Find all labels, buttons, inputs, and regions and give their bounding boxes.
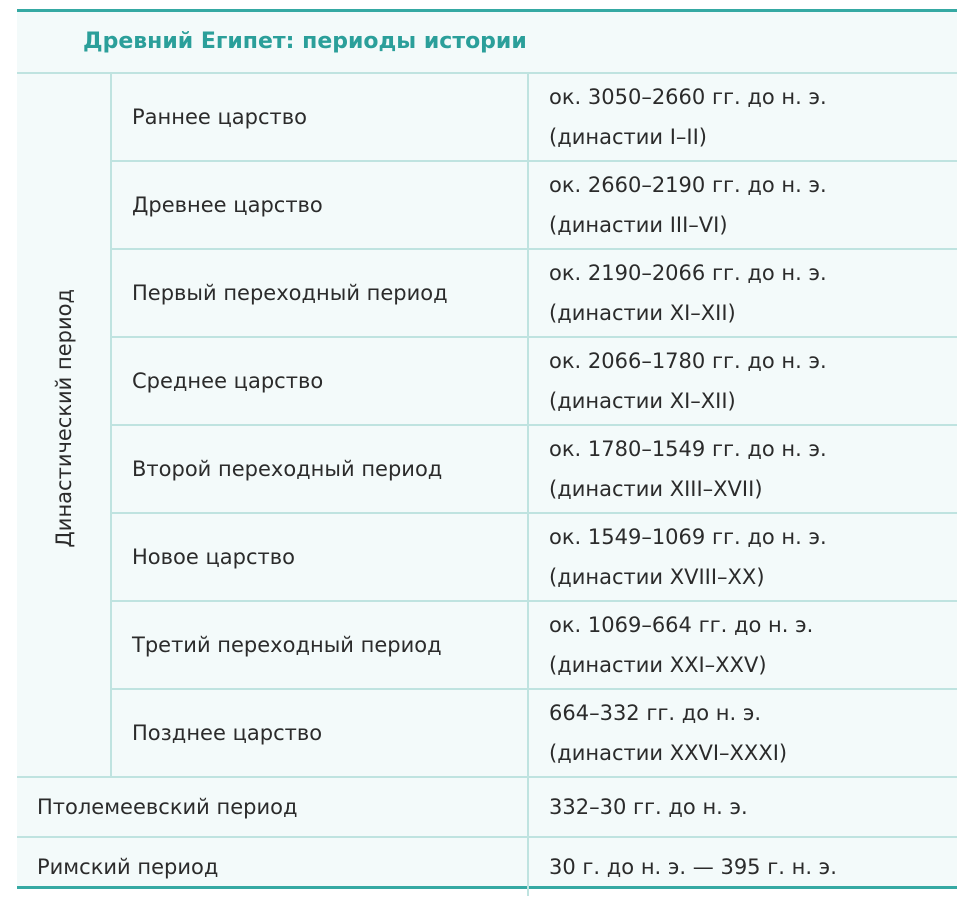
period-date-range: ок. 2190–2066 гг. до н. э. <box>549 261 827 285</box>
period-dynasties: (династии III–VI) <box>549 213 728 237</box>
table-title-row <box>17 12 957 73</box>
period-dynasties: (династии XXVI–XXXI) <box>549 741 788 765</box>
period-dates <box>528 513 957 601</box>
period-dynasties: (династии XI–XII) <box>549 301 736 325</box>
table-row <box>17 837 957 896</box>
egypt-periods-table <box>17 12 957 896</box>
period-name: Позднее царство <box>111 689 528 777</box>
table-row <box>17 513 957 601</box>
period-name: Среднее царство <box>111 337 528 425</box>
period-date-range: 30 г. до н. э. — 395 г. н. э. <box>528 837 957 896</box>
period-dynasties: (династии I–II) <box>549 125 707 149</box>
table-row <box>17 601 957 689</box>
period-date-range: ок. 2660–2190 гг. до н. э. <box>549 173 827 197</box>
period-dynasties: (династии XVIII–XX) <box>549 565 765 589</box>
period-dates <box>528 601 957 689</box>
period-name: Третий переходный период <box>111 601 528 689</box>
table-row <box>17 337 957 425</box>
table-row <box>17 689 957 777</box>
period-date-range: ок. 1780–1549 гг. до н. э. <box>549 437 827 461</box>
period-dynasties: (династии XIII–XVII) <box>549 477 763 501</box>
period-dates <box>528 337 957 425</box>
period-date-range: ок. 1549–1069 гг. до н. э. <box>549 525 827 549</box>
dynastic-period-cell <box>17 73 111 777</box>
table-row <box>17 161 957 249</box>
period-date-range: ок. 3050–2660 гг. до н. э. <box>549 85 827 109</box>
table-title: Древний Египет: периоды истории <box>17 12 957 73</box>
period-dates <box>528 161 957 249</box>
period-name: Новое царство <box>111 513 528 601</box>
period-name: Птолемеевский период <box>17 777 528 837</box>
period-dynasties: (династии XI–XII) <box>549 389 736 413</box>
dynastic-period-label: Династический период <box>51 289 76 548</box>
table-row <box>17 425 957 513</box>
period-dynasties: (династии XXI–XXV) <box>549 653 767 677</box>
period-dates <box>528 73 957 161</box>
period-date-range: 332–30 гг. до н. э. <box>528 777 957 837</box>
period-name: Второй переходный период <box>111 425 528 513</box>
period-date-range: 664–332 гг. до н. э. <box>549 701 762 725</box>
table-row <box>17 777 957 837</box>
table-row <box>17 249 957 337</box>
period-date-range: ок. 1069–664 гг. до н. э. <box>549 613 814 637</box>
period-name: Древнее царство <box>111 161 528 249</box>
period-dates <box>528 689 957 777</box>
period-name: Римский период <box>17 837 528 896</box>
table-row <box>17 73 957 161</box>
period-date-range: ок. 2066–1780 гг. до н. э. <box>549 349 827 373</box>
period-dates <box>528 249 957 337</box>
period-dates <box>528 425 957 513</box>
period-name: Первый переходный период <box>111 249 528 337</box>
period-name: Раннее царство <box>111 73 528 161</box>
periods-table-sheet <box>17 9 957 889</box>
